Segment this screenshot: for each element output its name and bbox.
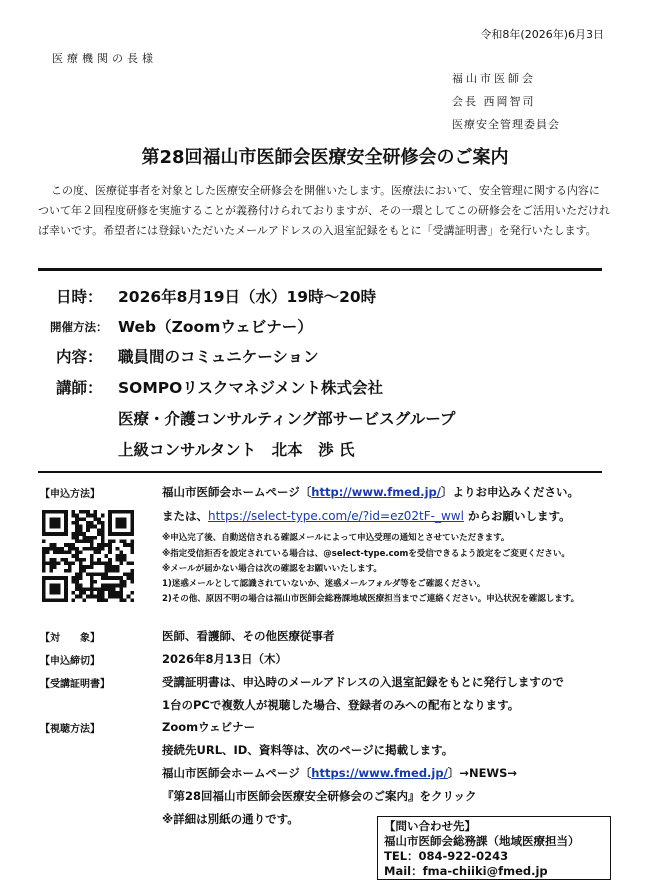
apply-note-3: ※メールが届かない場合は次の確認をお願いいたします。 — [162, 564, 382, 574]
viewing-line-1: Zoomウェビナー — [162, 720, 256, 734]
sender-org: 福山市医師会 — [452, 72, 536, 85]
contact-mail[interactable]: Mail：fma-chiiki@fmed.jp — [384, 864, 548, 878]
page-title: 第28回福山市医師会医療安全研修会のご案内 — [141, 147, 509, 168]
viewing-line-4: 『第28回福山市医師会医療安全研修会のご案内』をクリック — [162, 789, 477, 803]
viewing-line-5: ※詳細は別紙の通りです。 — [162, 812, 299, 826]
apply-line-2 — [162, 508, 571, 524]
apply-label: 【申込方法】 — [40, 489, 100, 500]
apply-line-2-post: からお願いします。 — [463, 509, 571, 523]
method-label: 開催方法： — [50, 320, 108, 334]
sender-president: 会長 西岡智司 — [452, 95, 536, 108]
fmed-homepage-link[interactable]: http://www.fmed.jp/ — [311, 485, 441, 499]
lecturer-label: 講師： — [56, 379, 103, 397]
divider-top — [38, 268, 602, 271]
intro-paragraph: この度、医療従事者を対象とした医療安全研修会を開催いたします。医療法において、安全管理に関する内容について年２回程度研修を実施することが義務付けられておりますが、その一環としてこの研修会をご活用いただければ幸いです。希望者には登録いただいたメールアドレスの入退室記録をもとに「受講証明書」を発行いたします。 — [38, 184, 610, 237]
lecturer-line-2: 医療・介護コンサルティング部サービスグループ — [118, 410, 456, 428]
target-label: 【対 象】 — [40, 633, 100, 644]
apply-note-2: ※指定受信拒否を設定されている場合は、@select-type.comを受信できるよう設定をご変更ください。 — [162, 549, 570, 559]
certificate-label: 【受講証明書】 — [40, 679, 110, 690]
apply-line-1 — [162, 484, 579, 500]
contact-box — [377, 816, 611, 880]
qr-code[interactable] — [42, 510, 134, 602]
addressee: 医療機関の長様 — [52, 52, 157, 65]
datetime-label: 日時： — [56, 288, 103, 306]
target-value: 医師、看護師、その他医療従事者 — [162, 629, 335, 643]
apply-line-1-post: 〕よりお申込みください。 — [440, 485, 579, 499]
contact-tel: TEL：084-922-0243 — [384, 849, 509, 863]
viewing-label: 【視聴方法】 — [40, 724, 100, 735]
apply-line-2-pre: または、 — [162, 509, 208, 523]
lecturer-line-3: 上級コンサルタント 北本 渉 氏 — [118, 441, 355, 459]
select-type-link[interactable]: https://select-type.com/e/?id=ez02tF-_wwl — [208, 509, 464, 523]
lecturer-line-1: SOMPOリスクマネジメント株式会社 — [118, 379, 384, 397]
contact-org: 福山市医師会総務課（地域医療担当） — [384, 834, 580, 848]
apply-note-5: 2)その他、原因不明の場合は福山市医師会総務課地域医療担当までご連絡ください。申込状況を確認します。 — [162, 594, 580, 604]
fmed-news-link[interactable]: https://www.fmed.jp/ — [311, 766, 448, 780]
certificate-line-1: 受講証明書は、申込時のメールアドレスの入退室記録をもとに発行しますので — [162, 675, 564, 689]
viewing-line-3-post: 〕→NEWS→ — [447, 766, 518, 780]
viewing-line-2: 接続先URL、ID、資料等は、次のページに掲載します。 — [162, 743, 454, 757]
sender-committee: 医療安全管理委員会 — [452, 118, 560, 131]
document-date: 令和8年(2026年)6月3日 — [480, 28, 604, 41]
deadline-label: 【申込締切】 — [40, 656, 100, 667]
content-label: 内容： — [56, 348, 103, 366]
contact-heading: 【問い合わせ先】 — [384, 819, 476, 833]
content-value: 職員間のコミュニケーション — [118, 348, 319, 366]
apply-line-1-pre: 福山市医師会ホームページ〔 — [162, 485, 312, 499]
method-value: Web（Zoomウェビナー） — [118, 318, 313, 336]
datetime-value: 2026年8月19日（水）19時～20時 — [118, 288, 377, 306]
certificate-line-2: 1台のPCで複数人が視聴した場合、登録者のみへの配布となります。 — [162, 698, 520, 712]
deadline-value: 2026年8月13日（木） — [162, 652, 288, 666]
apply-note-4: 1)迷惑メールとして認識されていないか、迷惑メールフォルダ等をご確認ください。 — [162, 579, 486, 589]
viewing-line-3 — [162, 765, 517, 781]
viewing-line-3-pre: 福山市医師会ホームページ〔 — [162, 766, 312, 780]
apply-note-1: ※申込完了後、自動送信される確認メールによって申込受理の通知とさせていただきます。 — [162, 533, 510, 543]
divider-middle — [38, 471, 602, 473]
